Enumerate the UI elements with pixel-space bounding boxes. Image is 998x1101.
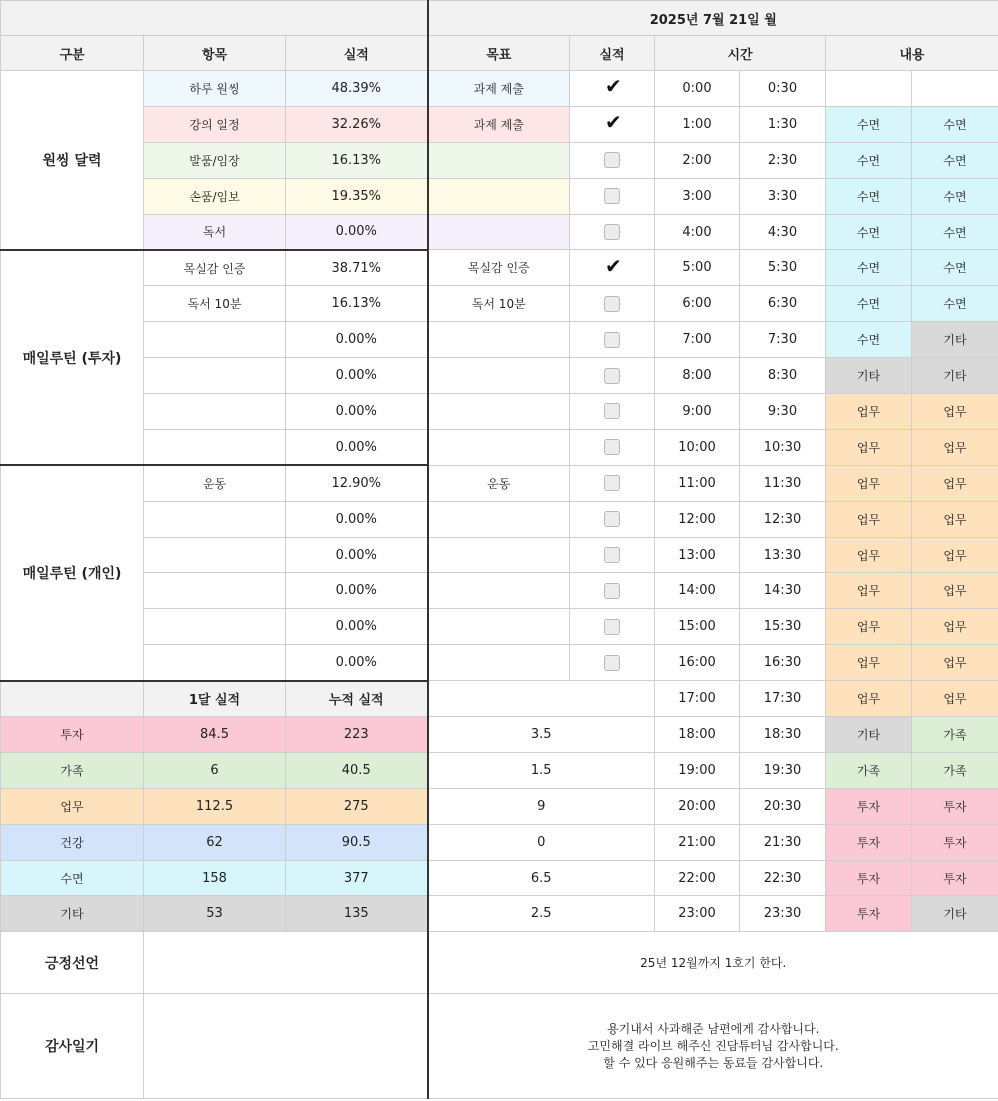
- item-label: 강의 일정: [144, 106, 286, 142]
- item-label: [144, 573, 286, 609]
- goal-cell[interactable]: [428, 609, 570, 645]
- checkbox-icon[interactable]: [604, 583, 620, 599]
- goal-cell[interactable]: [428, 178, 570, 214]
- header-category: 구분: [1, 36, 144, 71]
- activity-cell[interactable]: 기타: [826, 358, 912, 394]
- summary-today-value: 9: [428, 788, 655, 824]
- item-percent: 0.00%: [286, 501, 428, 537]
- activity-cell[interactable]: 업무: [912, 645, 998, 681]
- time-half: 5:30: [740, 250, 826, 286]
- activity-cell[interactable]: 업무: [912, 537, 998, 573]
- goal-cell[interactable]: 과제 제출: [428, 71, 570, 107]
- done-checkbox-cell[interactable]: [570, 465, 655, 501]
- activity-cell[interactable]: 수면: [912, 214, 998, 250]
- table-row: [1, 501, 998, 537]
- summary-category: 투자: [1, 717, 144, 753]
- summary-today-value: 0: [428, 824, 655, 860]
- activity-cell[interactable]: 업무: [912, 465, 998, 501]
- activity-cell[interactable]: 수면: [826, 106, 912, 142]
- time-half: 7:30: [740, 322, 826, 358]
- item-label: [144, 429, 286, 465]
- header-done: 실적: [570, 36, 655, 71]
- done-checkbox-cell[interactable]: [570, 429, 655, 465]
- positive-row: [1, 932, 998, 994]
- time-half: 11:30: [740, 465, 826, 501]
- summary-total-value: 275: [286, 788, 428, 824]
- item-label: [144, 537, 286, 573]
- summary-row: [1, 824, 998, 860]
- done-checkbox-cell[interactable]: [570, 142, 655, 178]
- activity-cell[interactable]: 투자: [912, 860, 998, 896]
- gratitude-row: [1, 994, 998, 1099]
- positive-blank: [144, 932, 428, 994]
- time-start: 15:00: [655, 609, 740, 645]
- time-half: 21:30: [740, 824, 826, 860]
- goal-cell[interactable]: [428, 501, 570, 537]
- time-start: 7:00: [655, 322, 740, 358]
- header-total-result: 누적 실적: [286, 681, 428, 717]
- item-label: [144, 609, 286, 645]
- checkbox-icon[interactable]: [604, 547, 620, 563]
- done-checkbox-cell[interactable]: [570, 573, 655, 609]
- activity-cell[interactable]: 업무: [912, 394, 998, 430]
- activity-cell[interactable]: 업무: [912, 609, 998, 645]
- table-row: [1, 286, 998, 322]
- activity-cell[interactable]: 업무: [912, 501, 998, 537]
- time-half: 14:30: [740, 573, 826, 609]
- checkbox-icon[interactable]: [604, 475, 620, 491]
- activity-cell[interactable]: 수면: [912, 106, 998, 142]
- table-row: [1, 178, 998, 214]
- item-label: 하루 원씽: [144, 71, 286, 107]
- summary-category: 수면: [1, 860, 144, 896]
- activity-cell[interactable]: 업무: [826, 394, 912, 430]
- summary-today-value: 3.5: [428, 717, 655, 753]
- checkmark-icon[interactable]: [604, 116, 620, 132]
- time-start: 23:00: [655, 896, 740, 932]
- header-month-result: 1달 실적: [144, 681, 286, 717]
- done-checkbox-cell[interactable]: [570, 501, 655, 537]
- time-start: 21:00: [655, 824, 740, 860]
- blank-header-cell: [1, 1, 428, 36]
- time-start: 4:00: [655, 214, 740, 250]
- done-checkbox-cell[interactable]: [570, 286, 655, 322]
- item-percent: 0.00%: [286, 214, 428, 250]
- done-checkbox-cell[interactable]: [570, 71, 655, 107]
- summary-category: 기타: [1, 896, 144, 932]
- activity-cell[interactable]: 투자: [912, 824, 998, 860]
- done-checkbox-cell[interactable]: [570, 322, 655, 358]
- activity-cell[interactable]: 업무: [912, 681, 998, 717]
- item-percent: 0.00%: [286, 394, 428, 430]
- item-percent: 0.00%: [286, 609, 428, 645]
- time-start: 5:00: [655, 250, 740, 286]
- activity-cell[interactable]: 업무: [826, 573, 912, 609]
- item-percent: 0.00%: [286, 322, 428, 358]
- activity-cell[interactable]: 수면: [826, 142, 912, 178]
- activity-cell[interactable]: [912, 71, 998, 107]
- item-label: 독서: [144, 214, 286, 250]
- done-checkbox-cell[interactable]: [570, 394, 655, 430]
- summary-row: [1, 717, 998, 753]
- checkbox-icon[interactable]: [604, 403, 620, 419]
- checkbox-icon[interactable]: [604, 368, 620, 384]
- activity-cell[interactable]: 가족: [826, 752, 912, 788]
- summary-today-blank: [428, 681, 655, 717]
- summary-header-row: [1, 681, 998, 717]
- header-time: 시간: [655, 36, 826, 71]
- summary-category: 업무: [1, 788, 144, 824]
- summary-category: 건강: [1, 824, 144, 860]
- item-percent: 12.90%: [286, 465, 428, 501]
- time-start: 17:00: [655, 681, 740, 717]
- activity-cell[interactable]: 업무: [826, 645, 912, 681]
- time-start: 1:00: [655, 106, 740, 142]
- checkbox-icon[interactable]: [604, 511, 620, 527]
- summary-total-value: 135: [286, 896, 428, 932]
- activity-cell[interactable]: 업무: [826, 465, 912, 501]
- time-half: 10:30: [740, 429, 826, 465]
- gratitude-text[interactable]: [428, 994, 998, 1099]
- summary-row: [1, 860, 998, 896]
- table-row: [1, 214, 998, 250]
- table-row: [1, 358, 998, 394]
- time-half: 4:30: [740, 214, 826, 250]
- done-checkbox-cell[interactable]: [570, 609, 655, 645]
- time-half: 19:30: [740, 752, 826, 788]
- header-content: 내용: [826, 36, 998, 71]
- item-label: [144, 645, 286, 681]
- activity-cell[interactable]: 수면: [826, 286, 912, 322]
- section-oneseeing: 원씽 달력: [1, 71, 144, 250]
- summary-total-value: 377: [286, 860, 428, 896]
- activity-cell[interactable]: 기타: [826, 717, 912, 753]
- item-percent: 0.00%: [286, 358, 428, 394]
- header-goal: 목표: [428, 36, 570, 71]
- goal-cell[interactable]: [428, 645, 570, 681]
- summary-month-value: 112.5: [144, 788, 286, 824]
- time-half: 8:30: [740, 358, 826, 394]
- item-percent: 0.00%: [286, 573, 428, 609]
- checkmark-icon[interactable]: [604, 80, 620, 96]
- time-half: 13:30: [740, 537, 826, 573]
- summary-total-value: 40.5: [286, 752, 428, 788]
- activity-cell[interactable]: 투자: [826, 788, 912, 824]
- activity-cell[interactable]: 수면: [912, 250, 998, 286]
- item-label: 운동: [144, 465, 286, 501]
- goal-cell[interactable]: [428, 429, 570, 465]
- activity-cell[interactable]: 투자: [826, 896, 912, 932]
- checkbox-icon[interactable]: [604, 152, 620, 168]
- positive-text[interactable]: 25년 12월까지 1호기 한다.: [428, 932, 998, 994]
- item-label: [144, 394, 286, 430]
- checkbox-icon[interactable]: [604, 332, 620, 348]
- table-row: [1, 573, 998, 609]
- time-half: 23:30: [740, 896, 826, 932]
- summary-month-value: 6: [144, 752, 286, 788]
- time-half: 15:30: [740, 609, 826, 645]
- time-start: 16:00: [655, 645, 740, 681]
- date-title: 2025년 7월 21일 월: [428, 1, 998, 36]
- summary-blank-cell: [1, 681, 144, 717]
- checkbox-icon[interactable]: [604, 188, 620, 204]
- summary-today-value: 1.5: [428, 752, 655, 788]
- checkbox-icon[interactable]: [604, 655, 620, 671]
- item-label: [144, 358, 286, 394]
- goal-cell[interactable]: 독서 10분: [428, 286, 570, 322]
- item-label: [144, 501, 286, 537]
- item-percent: 32.26%: [286, 106, 428, 142]
- checkbox-icon[interactable]: [604, 619, 620, 635]
- done-checkbox-cell[interactable]: [570, 106, 655, 142]
- section-routine-personal: 매일루틴 (개인): [1, 465, 144, 680]
- time-start: 14:00: [655, 573, 740, 609]
- time-start: 18:00: [655, 717, 740, 753]
- goal-cell[interactable]: [428, 322, 570, 358]
- summary-month-value: 158: [144, 860, 286, 896]
- checkbox-icon[interactable]: [604, 224, 620, 240]
- summary-total-value: 223: [286, 717, 428, 753]
- item-percent: 0.00%: [286, 429, 428, 465]
- time-half: 16:30: [740, 645, 826, 681]
- goal-cell[interactable]: 과제 제출: [428, 106, 570, 142]
- summary-category: 가족: [1, 752, 144, 788]
- table-row: [1, 609, 998, 645]
- time-half: 3:30: [740, 178, 826, 214]
- summary-today-value: 6.5: [428, 860, 655, 896]
- summary-month-value: 84.5: [144, 717, 286, 753]
- item-percent: 48.39%: [286, 71, 428, 107]
- item-percent: 38.71%: [286, 250, 428, 286]
- time-start: 20:00: [655, 788, 740, 824]
- table-row: [1, 465, 998, 501]
- done-checkbox-cell[interactable]: [570, 537, 655, 573]
- time-start: 22:00: [655, 860, 740, 896]
- time-start: 3:00: [655, 178, 740, 214]
- summary-total-value: 90.5: [286, 824, 428, 860]
- time-half: 1:30: [740, 106, 826, 142]
- time-start: 0:00: [655, 71, 740, 107]
- item-percent: 19.35%: [286, 178, 428, 214]
- activity-cell[interactable]: 기타: [912, 358, 998, 394]
- gratitude-line: 용기내서 사과해준 남편에게 감사합니다.: [607, 1021, 820, 1036]
- time-start: 13:00: [655, 537, 740, 573]
- time-start: 10:00: [655, 429, 740, 465]
- summary-month-value: 53: [144, 896, 286, 932]
- item-label: 손품/임보: [144, 178, 286, 214]
- time-half: 12:30: [740, 501, 826, 537]
- time-start: 9:00: [655, 394, 740, 430]
- table-row: [1, 429, 998, 465]
- activity-cell[interactable]: 가족: [912, 752, 998, 788]
- table-row: [1, 71, 998, 107]
- done-checkbox-cell[interactable]: [570, 645, 655, 681]
- item-percent: 0.00%: [286, 645, 428, 681]
- time-half: 2:30: [740, 142, 826, 178]
- done-checkbox-cell[interactable]: [570, 178, 655, 214]
- activity-cell[interactable]: 수면: [912, 286, 998, 322]
- activity-cell[interactable]: 수면: [826, 214, 912, 250]
- activity-cell[interactable]: 투자: [826, 824, 912, 860]
- table-row: [1, 645, 998, 681]
- checkbox-icon[interactable]: [604, 296, 620, 312]
- activity-cell[interactable]: 수면: [826, 322, 912, 358]
- goal-cell[interactable]: [428, 214, 570, 250]
- time-half: 0:30: [740, 71, 826, 107]
- time-start: 11:00: [655, 465, 740, 501]
- goal-cell[interactable]: [428, 394, 570, 430]
- item-percent: 16.13%: [286, 142, 428, 178]
- table-row: [1, 537, 998, 573]
- done-checkbox-cell[interactable]: [570, 250, 655, 286]
- section-routine-invest: 매일루틴 (투자): [1, 250, 144, 465]
- summary-row: [1, 788, 998, 824]
- activity-cell[interactable]: 수면: [912, 142, 998, 178]
- activity-cell[interactable]: 수면: [912, 178, 998, 214]
- item-percent: 0.00%: [286, 537, 428, 573]
- goal-cell[interactable]: [428, 358, 570, 394]
- activity-cell[interactable]: 업무: [826, 609, 912, 645]
- activity-cell[interactable]: 업무: [826, 501, 912, 537]
- activity-cell[interactable]: 수면: [826, 250, 912, 286]
- activity-cell[interactable]: 업무: [826, 681, 912, 717]
- done-checkbox-cell[interactable]: [570, 358, 655, 394]
- table-row: [1, 322, 998, 358]
- table-row: [1, 394, 998, 430]
- item-label: [144, 322, 286, 358]
- summary-row: [1, 752, 998, 788]
- time-half: 22:30: [740, 860, 826, 896]
- time-start: 12:00: [655, 501, 740, 537]
- activity-cell[interactable]: 기타: [912, 322, 998, 358]
- item-label: 발품/임장: [144, 142, 286, 178]
- done-checkbox-cell[interactable]: [570, 214, 655, 250]
- item-label: 독서 10분: [144, 286, 286, 322]
- goal-cell[interactable]: [428, 573, 570, 609]
- activity-cell[interactable]: [826, 71, 912, 107]
- time-half: 20:30: [740, 788, 826, 824]
- activity-cell[interactable]: 가족: [912, 717, 998, 753]
- table-row: [1, 250, 998, 286]
- checkbox-icon[interactable]: [604, 439, 620, 455]
- time-half: 18:30: [740, 717, 826, 753]
- gratitude-label: 감사일기: [1, 994, 144, 1099]
- positive-label: 긍정선언: [1, 932, 144, 994]
- summary-today-value: 2.5: [428, 896, 655, 932]
- summary-month-value: 62: [144, 824, 286, 860]
- gratitude-line: 고민해결 라이브 해주신 진담튜터님 감사합니다.: [587, 1038, 839, 1053]
- activity-cell[interactable]: 업무: [826, 429, 912, 465]
- activity-cell[interactable]: 업무: [912, 429, 998, 465]
- time-start: 6:00: [655, 286, 740, 322]
- time-half: 9:30: [740, 394, 826, 430]
- time-half: 6:30: [740, 286, 826, 322]
- goal-cell[interactable]: [428, 537, 570, 573]
- activity-cell[interactable]: 투자: [912, 788, 998, 824]
- item-percent: 16.13%: [286, 286, 428, 322]
- gratitude-line: 할 수 있다 응원해주는 동료들 감사합니다.: [603, 1055, 824, 1070]
- goal-cell[interactable]: [428, 142, 570, 178]
- goal-cell[interactable]: 운동: [428, 465, 570, 501]
- time-start: 2:00: [655, 142, 740, 178]
- activity-cell[interactable]: 업무: [826, 537, 912, 573]
- activity-cell[interactable]: 업무: [912, 573, 998, 609]
- goal-cell[interactable]: 목실감 인증: [428, 250, 570, 286]
- activity-cell[interactable]: 기타: [912, 896, 998, 932]
- gratitude-blank: [144, 994, 428, 1099]
- header-result: 실적: [286, 36, 428, 71]
- checkmark-icon[interactable]: [604, 260, 620, 276]
- table-row: [1, 106, 998, 142]
- activity-cell[interactable]: 투자: [826, 860, 912, 896]
- summary-row: [1, 896, 998, 932]
- table-row: [1, 142, 998, 178]
- activity-cell[interactable]: 수면: [826, 178, 912, 214]
- time-half: 17:30: [740, 681, 826, 717]
- time-start: 8:00: [655, 358, 740, 394]
- header-item: 항목: [144, 36, 286, 71]
- item-label: 목실감 인증: [144, 250, 286, 286]
- time-start: 19:00: [655, 752, 740, 788]
